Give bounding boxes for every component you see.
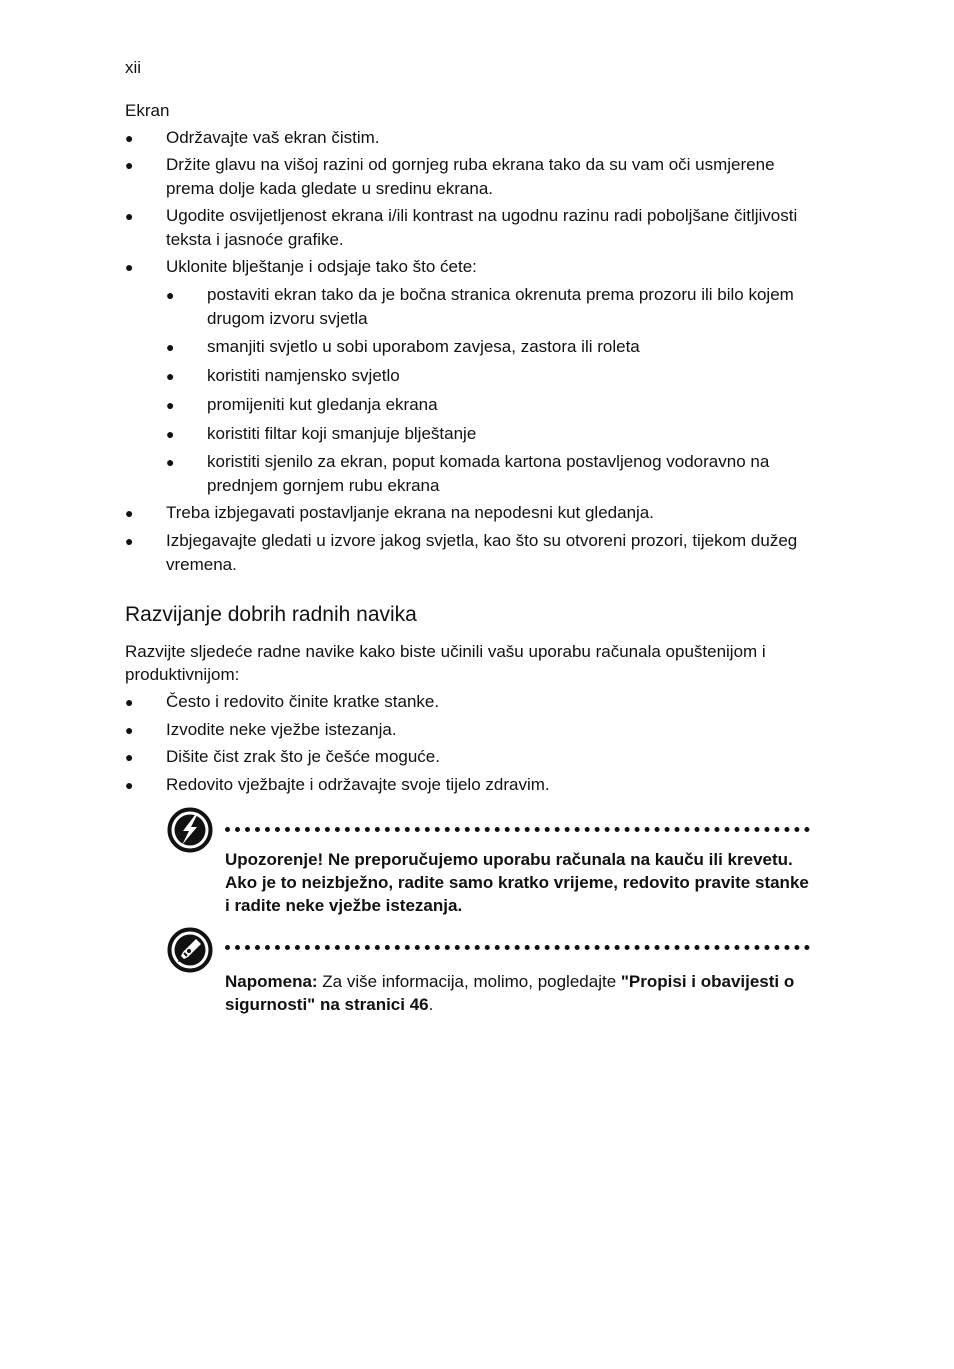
bullet: ● xyxy=(166,368,175,384)
bullet: ● xyxy=(125,694,134,710)
document-page: xii Ekran ● Održavajte vaš ekran čistim. ● Držite glavu na višoj razini od gornjeg ruba ekrana tako da su vam oči usmjerene prema dolje kada gledate u sredinu ekrana. ● Ugodite osvijetljenost ekrana i/ili kontrast na ugodnu razinu radi poboljšane čitljivosti teksta i jasnoće grafike. ● Uklonite blještanje i odsjaje tako što ćete: ● postaviti ekran tako da je bočna stranica okrenuta prema prozoru ili bilo kojem drugom izvoru svjetla ● smanjiti svjetlo u sobi uporabom zavjesa, zastora ili roleta ● koristiti namjensko svjetlo ● promijeniti kut gledanja ekrana ● koristiti filtar koji smanjuje blještanje ● koristiti sjenilo za ekran, poput komada kartona postavljenog vodoravno na prednjem gornjem rubu ekrana ● Treba izbjegavati postavljanje ekrana na nepodesni kut gledanja. ● Izbjegavajte gledati u izvore jakog svjetla, kao što su otvoreni prozori, tijekom dužeg vremena. Razvijanje dobrih radnih navika Razvijte sljedeće radne navike kako biste učinili vašu uporabu računala opuštenijom i produktivnijom: ● Često i redovito činite kratke stanke. ● Izvodite neke vježbe istezanja. ● Dišite čist zrak što je češće moguće. ● Redovito vježbajte i održavajte svoje tijelo zdravim. Upozorenje! Ne preporučujemo uporabu računala na kauču ili krevetu. Ako je to neizbježno, radite samo kratko vrijeme, redovito pravite stanke i radite neke vježbe istezanja. Napomena: Za više informacija, molimo, pogledajte "Propisi i obavijesti o sigurnosti" na stranici 46. xyxy=(0,0,954,1369)
bullet: ● xyxy=(166,287,175,303)
bullet: ● xyxy=(125,259,134,275)
note-reference-link[interactable]: "Propisi i obavijesti o sigurnosti" na stranici 46 xyxy=(225,972,795,1014)
bullet: ● xyxy=(125,130,134,146)
bullet: ● xyxy=(125,722,134,738)
bullet: ● xyxy=(166,397,175,413)
bullet: ● xyxy=(125,208,134,224)
section-label-ekran: Ekran xyxy=(125,101,170,120)
bullet: ● xyxy=(166,454,175,470)
note-divider xyxy=(225,945,810,950)
note-pen-icon xyxy=(166,926,214,974)
page-number: xii xyxy=(125,58,142,77)
bullet: ● xyxy=(125,157,134,173)
bullet: ● xyxy=(125,777,134,793)
bullet: ● xyxy=(125,505,134,521)
section-intro: Razvijte sljedeće radne navike kako biste učinili vašu uporabu računala opuštenijom i produktivnijom: xyxy=(125,642,766,684)
warning-lightning-icon xyxy=(166,806,214,854)
bullet: ● xyxy=(166,339,175,355)
bullet: ● xyxy=(125,533,134,549)
bullet: ● xyxy=(125,749,134,765)
warning-text: Upozorenje! Ne preporučujemo uporabu računala na kauču ili krevetu. Ako je to neizbježno, radite samo kratko vrijeme, redovito pravite stanke i radite neke vježbe istezanja. xyxy=(225,850,809,915)
warning-divider xyxy=(225,827,810,832)
section-heading: Razvijanje dobrih radnih navika xyxy=(125,603,417,626)
note-text: Napomena: Za više informacija, molimo, pogledajte "Propisi i obavijesti o sigurnosti" na stranici 46. xyxy=(225,972,795,1014)
note-label: Napomena: xyxy=(225,972,318,991)
bullet: ● xyxy=(166,426,175,442)
